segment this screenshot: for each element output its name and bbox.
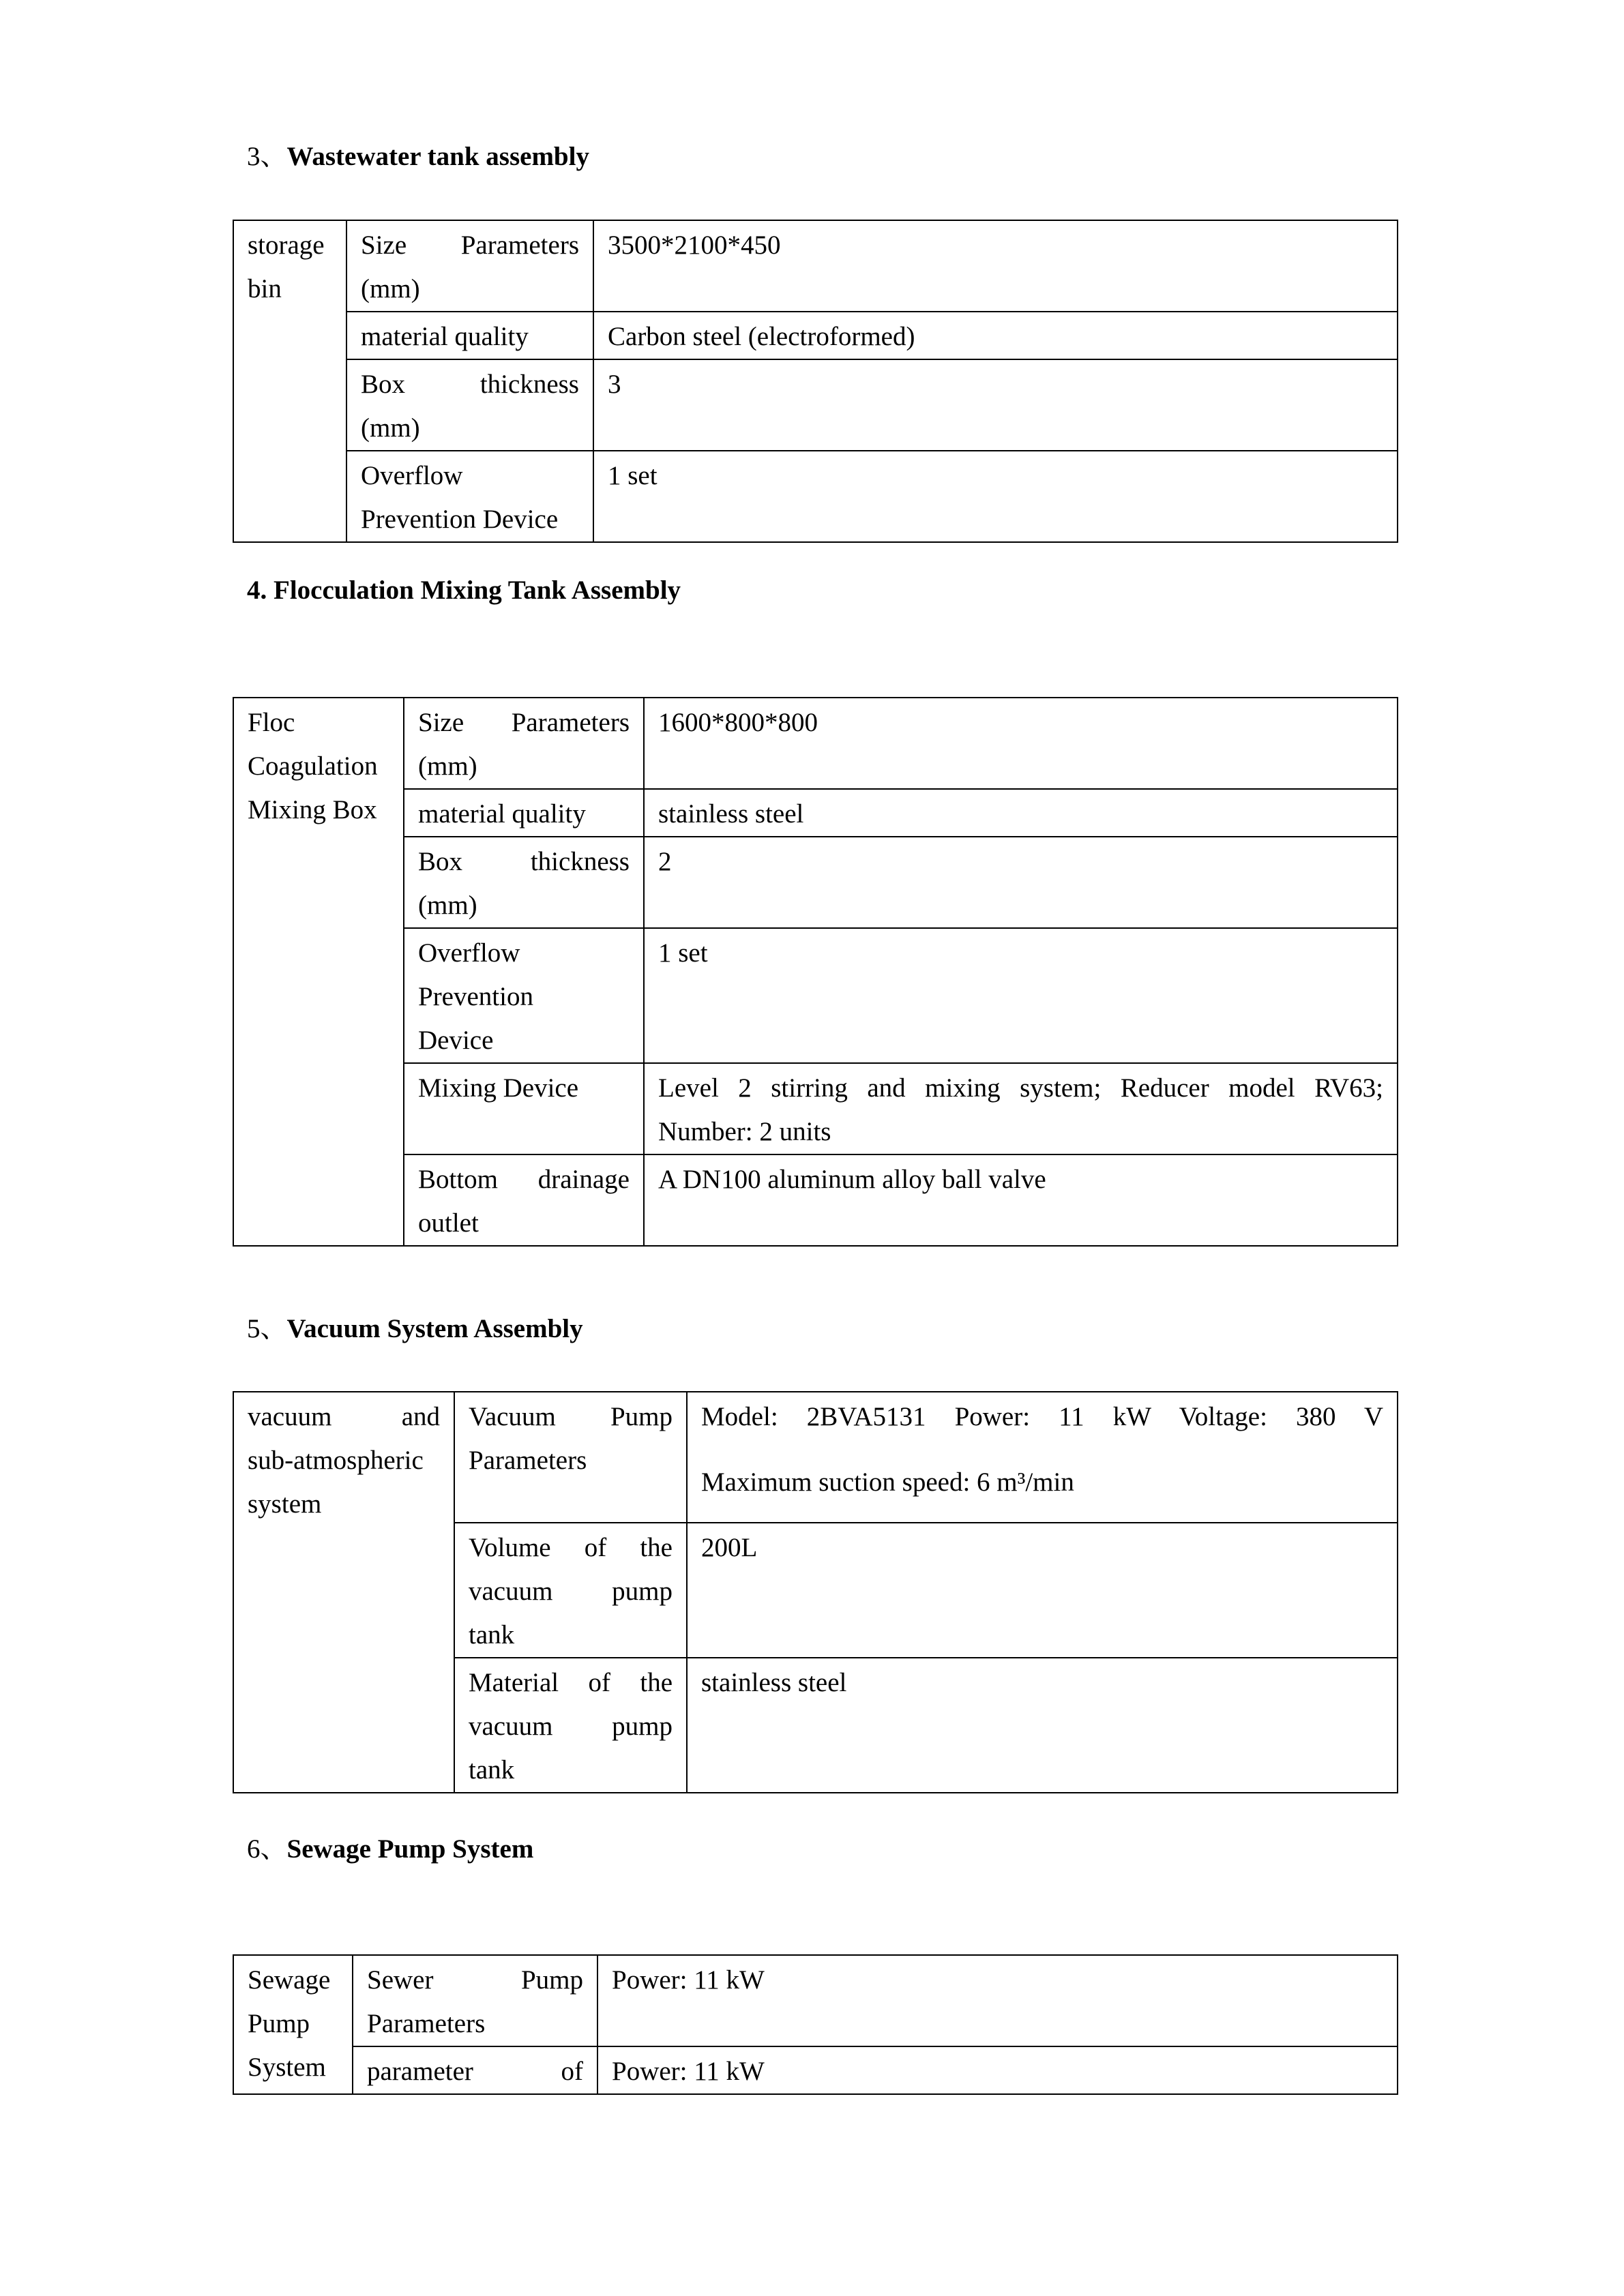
table-row xyxy=(233,837,1398,928)
spec-table-wastewater xyxy=(233,220,1398,543)
param-value: 200L xyxy=(687,1523,1398,1658)
param-value: Level 2 stirring and mixing system; Reducer model RV63; Number: 2 units xyxy=(644,1063,1398,1154)
spec-table-flocculation xyxy=(233,697,1398,1247)
section-heading-5 xyxy=(247,1313,583,1345)
param-value: stainless steel xyxy=(687,1658,1398,1793)
param-label: material quality xyxy=(346,312,593,359)
param-label: Bottom drainage outlet xyxy=(404,1154,644,1246)
group-cell: Sewage Pump System xyxy=(233,1955,353,2094)
param-value: Power: 11 kW xyxy=(597,1955,1398,2046)
param-value: Model: 2BVA5131 Power: 11 kW Voltage: 380 V Maximum suction speed: 6 m³/min xyxy=(687,1392,1398,1523)
param-label: Size Parameters (mm) xyxy=(404,698,644,789)
param-label: parameter of xyxy=(353,2046,597,2094)
section-title: Flocculation Mixing Tank Assembly xyxy=(274,576,681,605)
table-row xyxy=(233,1063,1398,1154)
section-heading-6 xyxy=(247,1833,533,1866)
spec-table-sewage xyxy=(233,1954,1398,2095)
section-title: Wastewater tank assembly xyxy=(286,142,589,171)
param-label: Overflow Prevention Device xyxy=(404,928,644,1063)
param-label: Box thickness (mm) xyxy=(404,837,644,928)
section-title: Sewage Pump System xyxy=(286,1834,534,1864)
param-label: Vacuum Pump Parameters xyxy=(454,1392,687,1523)
param-label: Volume of the vacuum pump tank xyxy=(454,1523,687,1658)
param-value: A DN100 aluminum alloy ball valve xyxy=(644,1154,1398,1246)
section-number: 5、 xyxy=(247,1314,287,1343)
param-value: 3500*2100*450 xyxy=(593,220,1398,312)
param-label: Sewer Pump Parameters xyxy=(353,1955,597,2046)
param-value: Carbon steel (electroformed) xyxy=(593,312,1398,359)
param-value: 1 set xyxy=(644,928,1398,1063)
section-number: 3、 xyxy=(247,142,287,171)
table-row xyxy=(233,928,1398,1063)
param-label: Size Parameters (mm) xyxy=(346,220,593,312)
section-number: 4. xyxy=(247,576,274,605)
table-row xyxy=(233,789,1398,837)
param-value: 2 xyxy=(644,837,1398,928)
table-row xyxy=(233,1955,1398,2046)
param-label: Box thickness (mm) xyxy=(346,359,593,451)
section-title: Vacuum System Assembly xyxy=(286,1314,583,1343)
table-row xyxy=(233,451,1398,542)
param-value: 1 set xyxy=(593,451,1398,542)
param-label: Overflow Prevention Device xyxy=(346,451,593,542)
group-cell: vacuum and sub-atmospheric system xyxy=(233,1392,454,1793)
table-row xyxy=(233,312,1398,359)
group-cell: storage bin xyxy=(233,220,346,542)
table-row xyxy=(233,359,1398,451)
section-number: 6、 xyxy=(247,1834,287,1864)
param-label: Material of the vacuum pump tank xyxy=(454,1658,687,1793)
section-heading-3 xyxy=(247,140,589,173)
table-row xyxy=(233,1154,1398,1246)
table-row xyxy=(233,1392,1398,1523)
param-label: material quality xyxy=(404,789,644,837)
table-row xyxy=(233,220,1398,312)
param-value: Power: 11 kW xyxy=(597,2046,1398,2094)
section-heading-4 xyxy=(247,574,681,607)
spec-table-vacuum xyxy=(233,1391,1398,1793)
table-row xyxy=(233,698,1398,789)
param-value: 3 xyxy=(593,359,1398,451)
param-value: stainless steel xyxy=(644,789,1398,837)
table-row xyxy=(233,2046,1398,2094)
group-cell: Floc Coagulation Mixing Box xyxy=(233,698,404,1246)
param-label: Mixing Device xyxy=(404,1063,644,1154)
param-value: 1600*800*800 xyxy=(644,698,1398,789)
